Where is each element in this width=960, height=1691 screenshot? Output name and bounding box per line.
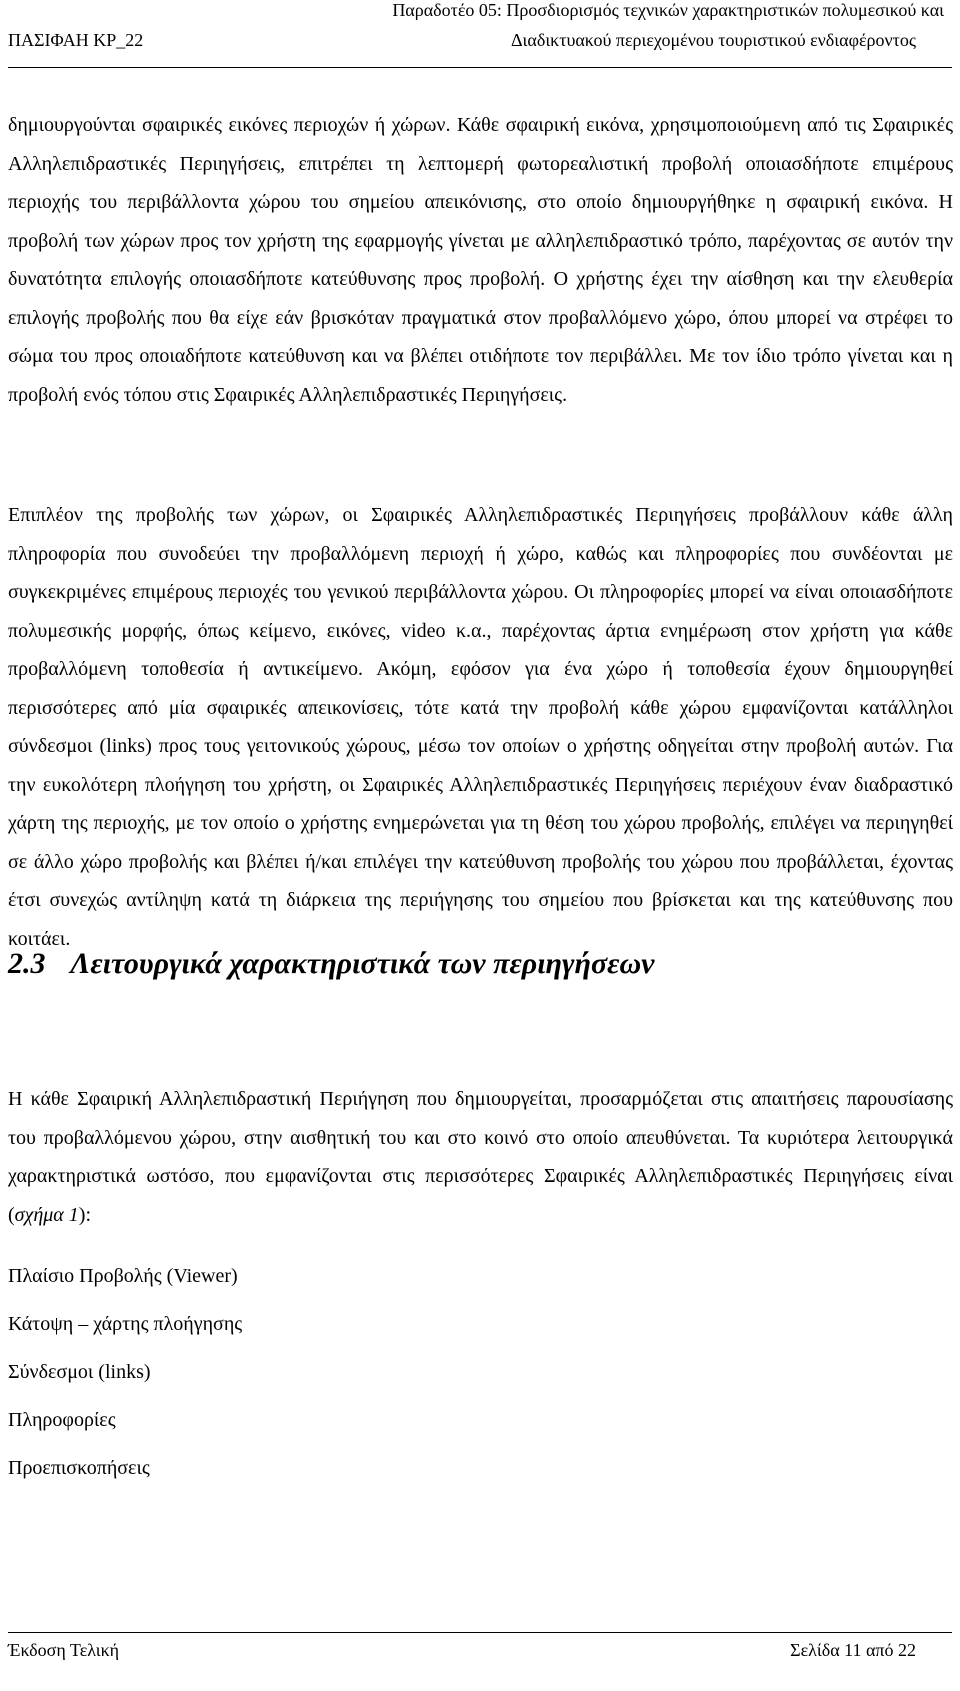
section-number: 2.3	[8, 947, 46, 980]
paragraph-text: δημιουργούνται σφαιρικές εικόνες περιοχών ή χώρων. Κάθε σφαιρική εικόνα, χρησιμοποιούμενη από τις Σφαιρικές Αλληλεπιδραστικές Περιηγήσεις, επιτρέπει τη λεπτομερή φωτορεαλιστική προβολή οποιασδήποτε επιμέρους περιοχής του περιβάλλοντα χώρου του σημείου απεικόνισης, στο οποίο δημιουργήθηκε η σφαιρική εικόνα. Η προβολή των χώρων προς τον χρήστη της εφαρμογής γίνεται με αλληλεπιδραστικό τρόπο, παρέχοντας σε αυτόν την δυνατότητα επιλογής οποιασδήποτε κατεύθυνσης προς προβολή. Ο χρήστης έχει την αίσθηση και την ελευθερία επιλογής προβολής που θα είχε εάν βρισκόταν πραγματικά στον προβαλλόμενο χώρο, όπου μπορεί να στρέφει το σώμα του προς οποιαδήποτε κατεύθυνση και να βλέπει οτιδήποτε τον περιβάλλει. Με τον ίδιο τρόπο γίνεται και η προβολή ενός τόπου στις Σφαιρικές Αλληλεπιδραστικές Περιηγήσεις.	[8, 114, 953, 406]
list-item: Πλαίσιο Προβολής (Viewer)	[8, 1265, 238, 1287]
section-title: Λειτουργικά χαρακτηριστικά των περιηγήσεων	[70, 947, 655, 980]
list-item: Προεπισκοπήσεις	[8, 1457, 150, 1479]
footer-divider	[8, 1632, 952, 1633]
paragraph-3	[8, 1080, 953, 1234]
edition-label: Έκδοση Τελική	[8, 1640, 120, 1660]
section-heading	[8, 947, 654, 981]
page-header	[8, 0, 952, 70]
figure-reference: σχήμα 1	[14, 1203, 79, 1226]
list-item: Πληροφορίες	[8, 1409, 116, 1431]
list-item: Κάτοψη – χάρτης πλοήγησης	[8, 1313, 243, 1335]
header-project-code: ΠΑΣΙΦΑΗ ΚΡ_22	[8, 30, 144, 50]
paragraph-1	[8, 106, 953, 414]
paragraph-2	[8, 496, 953, 958]
features-list	[8, 1252, 242, 1492]
paragraph-end-text: ):	[78, 1203, 92, 1226]
header-deliverable-subtitle: Διαδικτυακού περιεχομένου τουριστικού ενδιαφέροντος	[510, 30, 916, 50]
header-deliverable-title: Παραδοτέο 05: Προσδιορισμός τεχνικών χαρακτηριστικών πολυμεσικού και	[392, 0, 944, 20]
header-divider	[8, 67, 952, 68]
page-number: Σελίδα 11 από 22	[790, 1640, 916, 1660]
paragraph-text	[8, 1080, 953, 1234]
paragraph-main-text: Η κάθε Σφαιρική Αλληλεπιδραστική Περιήγηση που δημιουργείται, προσαρμόζεται στις απαιτήσεις παρουσίασης του προβαλλόμενου χώρου, στην αισθητική του και στο κοινό στο οποίο απευθύνεται. Τα κυριότερα λειτουργικά χαρακτηριστικά ωστόσο, που εμφανίζονται στις περισσότερες Σφαιρικές Αλληλεπιδραστικές Περιηγήσεις είναι (	[8, 1088, 953, 1226]
paragraph-text: Επιπλέον της προβολής των χώρων, οι Σφαιρικές Αλληλεπιδραστικές Περιηγήσεις προβάλλουν κάθε άλλη πληροφορία που συνοδεύει την προβαλλόμενη περιοχή ή χώρο, καθώς και πληροφορίες που συνδέονται με συγκεκριμένες επιμέρους περιοχές του γενικού περιβάλλοντα χώρου. Οι πληροφορίες μπορεί να είναι οποιασδήποτε πολυμεσικής μορφής, όπως κείμενο, εικόνες, video κ.α., παρέχοντας άρτια ενημέρωση στον χρήστη για κάθε προβαλλόμενη τοποθεσία ή αντικείμενο. Ακόμη, εφόσον για ένα χώρο ή τοποθεσία έχουν δημιουργηθεί περισσότερες από μία σφαιρικές απεικονίσεις, τότε κατά την προβολή κάθε χώρου εμφανίζονται κατάλληλοι σύνδεσμοι (links) προς τους γειτονικούς χώρους, μέσω τον οποίων ο χρήστης οδηγείται στην προβολή αυτών. Για την ευκολότερη πλοήγηση του χρήστη, οι Σφαιρικές Αλληλεπιδραστικές Περιηγήσεις περιέχουν έναν διαδραστικό χάρτη της περιοχής, με τον οποίο ο χρήστης ενημερώνεται για τη θέση του χώρου προβολής, επιλέγει να περιηγηθεί σε άλλο χώρο προβολής και βλέπει ή/και επιλέγει την κατεύθυνση προβολής του χώρου που προβάλλεται, έχοντας έτσι συνεχώς αντίληψη κατά τη διάρκεια της περιήγησης του σημείου που βρίσκεται και της κατεύθυνσης που κοιτάει.	[8, 504, 953, 950]
list-item: Σύνδεσμοι (links)	[8, 1361, 151, 1383]
